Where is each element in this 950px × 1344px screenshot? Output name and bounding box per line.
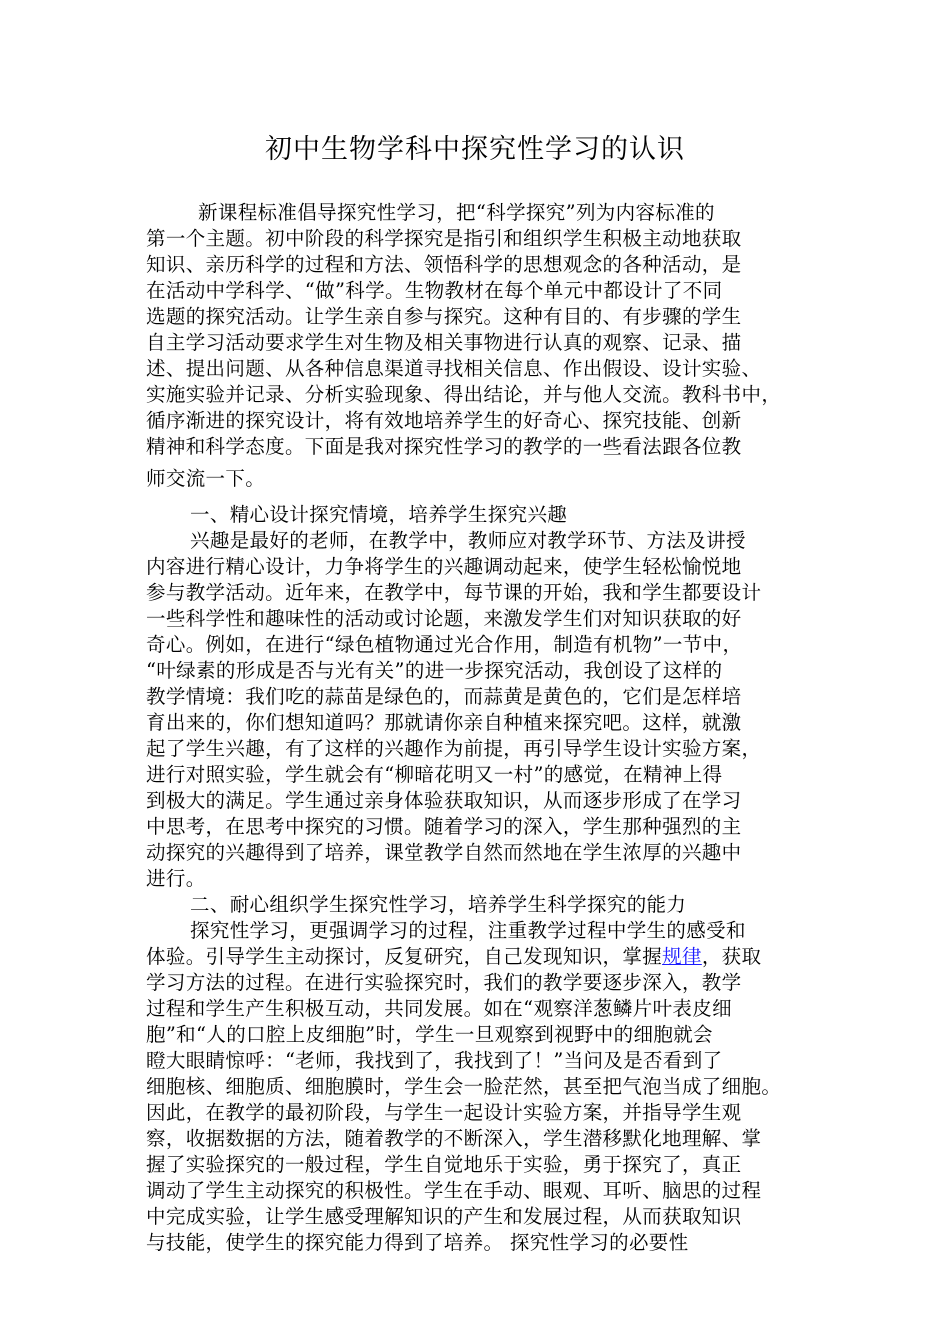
line-text: 第一个主题。初中阶段的科学探究是指引和组织学生积极主动地获取 [146,227,742,250]
line-text-continued: ，获取 [701,945,762,968]
line-text: 育出来的，你们想知道吗？那就请你亲自种植来探究吧。这样，就激 [146,711,742,734]
text-line [146,382,781,408]
text-line [146,304,742,330]
line-text: 学习方法的过程。在进行实验探究时，我们的教学要逐步深入，教学 [146,971,742,994]
text-line [146,996,732,1022]
line-text: 精神和科学态度。下面是我对探究性学习的教学的一些看法跟各位教 [146,435,742,458]
text-line [146,278,722,304]
text-line [146,658,722,684]
line-text: 调动了学生主动探究的积极性。学生在手动、眼观、耳听、脑思的过程 [146,1179,762,1202]
text-line [146,356,761,382]
text-line [190,918,746,944]
line-text: 因此，在教学的最初阶段，与学生一起设计实验方案，并指导学生观 [146,1101,742,1124]
text-line [146,684,742,710]
text-line [190,892,686,918]
text-line [146,814,742,840]
text-line [146,944,761,970]
line-text: 过程和学生产生积极互动，共同发展。如在“观察洋葱鳞片叶表皮细 [146,997,732,1020]
line-text: 在活动中学科学、“做”科学。生物教材在每个单元中都设计了不同 [146,279,723,302]
line-text: 奇心。例如，在进行“绿色植物通过光合作用，制造有机物”一节中， [146,633,743,656]
line-text: 细胞核、细胞质、细胞膜时，学生会一脸茫然，甚至把气泡当成了细胞。 [146,1075,782,1098]
line-text: 中思考，在思考中探究的习惯。随着学习的深入，学生那种强烈的主 [146,815,742,838]
text-line [146,1048,722,1074]
line-text: 进行。 [146,867,206,890]
text-line [146,1230,689,1256]
line-text: 选题的探究活动。让学生亲自参与探究。这种有目的、有步骤的学生 [146,305,742,328]
line-text: 胞”和“人的口腔上皮细胞”时，学生一旦观察到视野中的细胞就会 [146,1023,713,1046]
text-line [146,580,761,606]
line-text: 实施实验并记录、分析实验现象、得出结论，并与他人交流。教科书中， [146,383,782,406]
text-line [146,466,265,492]
text-line [146,1204,742,1230]
line-text: 探究性学习，更强调学习的过程，注重教学过程中学生的感受和 [190,919,746,942]
text-line [146,434,742,460]
line-text: 与技能，使学生的探究能力得到了培养。 探究性学习的必要性 [146,1231,689,1254]
line-text: 察，收据数据的方法，随着教学的不断深入，学生潜移默化地理解、掌 [146,1127,762,1150]
line-text: 兴趣是最好的老师，在教学中，教师应对教学环节、方法及讲授 [190,529,746,552]
text-line [146,866,206,892]
text-line [146,970,742,996]
text-line [146,252,742,278]
line-text: 述、提出问题、从各种信息渠道寻找相关信息、作出假设、设计实验、 [146,357,762,380]
line-text: 体验。引导学生主动探讨，反复研究，自己发现知识，掌握 [146,945,663,968]
text-line [146,1074,781,1100]
text-line [146,606,742,632]
text-line [146,1022,713,1048]
text-line [190,528,746,554]
text-line [146,840,742,866]
line-text: 进行对照实验，学生就会有“柳暗花明又一村”的感觉，在精神上得 [146,763,723,786]
line-text: 中完成实验，让学生感受理解知识的产生和发展过程，从而获取知识 [146,1205,742,1228]
text-line [146,762,722,788]
document-title: 初中生物学科中探究性学习的认识 [265,134,685,165]
text-line [146,1100,742,1126]
line-text: 起了学生兴趣，有了这样的兴趣作为前提，再引导学生设计实验方案， [146,737,762,760]
text-line [146,226,742,252]
text-line [146,554,742,580]
line-text: “叶绿素的形成是否与光有关”的进一步探究活动，我创设了这样的 [146,659,723,682]
text-line [146,736,761,762]
line-text: 循序渐进的探究设计，将有效地培养学生的好奇心、探究技能、创新 [146,409,742,432]
line-text: 教学情境：我们吃的蒜苗是绿色的，而蒜黄是黄色的，它们是怎样培 [146,685,742,708]
rule-link[interactable]: 规律 [662,945,702,968]
line-text: 新课程标准倡导探究性学习，把“科学探究”列为内容标准的 [198,201,715,224]
line-text: 参与教学活动。近年来，在教学中，每节课的开始，我和学生都要设计 [146,581,762,604]
line-text: 到极大的满足。学生通过亲身体验获取知识，从而逐步形成了在学习 [146,789,742,812]
text-line [190,502,567,528]
line-text: 动探究的兴趣得到了培养，课堂教学自然而然地在学生浓厚的兴趣中 [146,841,742,864]
line-text: 自主学习活动要求学生对生物及相关事物进行认真的观察、记录、描 [146,331,742,354]
text-line [198,200,715,226]
line-text: 师交流一下。 [146,467,266,490]
line-text: 一、精心设计探究情境，培养学生探究兴趣 [190,503,568,526]
line-text: 瞪大眼睛惊呼：“老师，我找到了，我找到了！”当问及是否看到了 [146,1049,723,1072]
text-line [146,710,742,736]
line-text: 二、耐心组织学生探究性学习，培养学生科学探究的能力 [190,893,687,916]
text-line [146,330,742,356]
text-line [146,1152,742,1178]
line-text: 知识、亲历科学的过程和方法、领悟科学的思想观念的各种活动，是 [146,253,742,276]
line-text: 一些科学性和趣味性的活动或讨论题，来激发学生们对知识获取的好 [146,607,742,630]
text-line [146,632,742,658]
line-text: 内容进行精心设计，力争将学生的兴趣调动起来，使学生轻松愉悦地 [146,555,742,578]
text-line [146,788,742,814]
text-line [146,408,742,434]
line-text: 握了实验探究的一般过程，学生自觉地乐于实验，勇于探究了，真正 [146,1153,742,1176]
text-line [146,1126,761,1152]
text-line [146,1178,761,1204]
